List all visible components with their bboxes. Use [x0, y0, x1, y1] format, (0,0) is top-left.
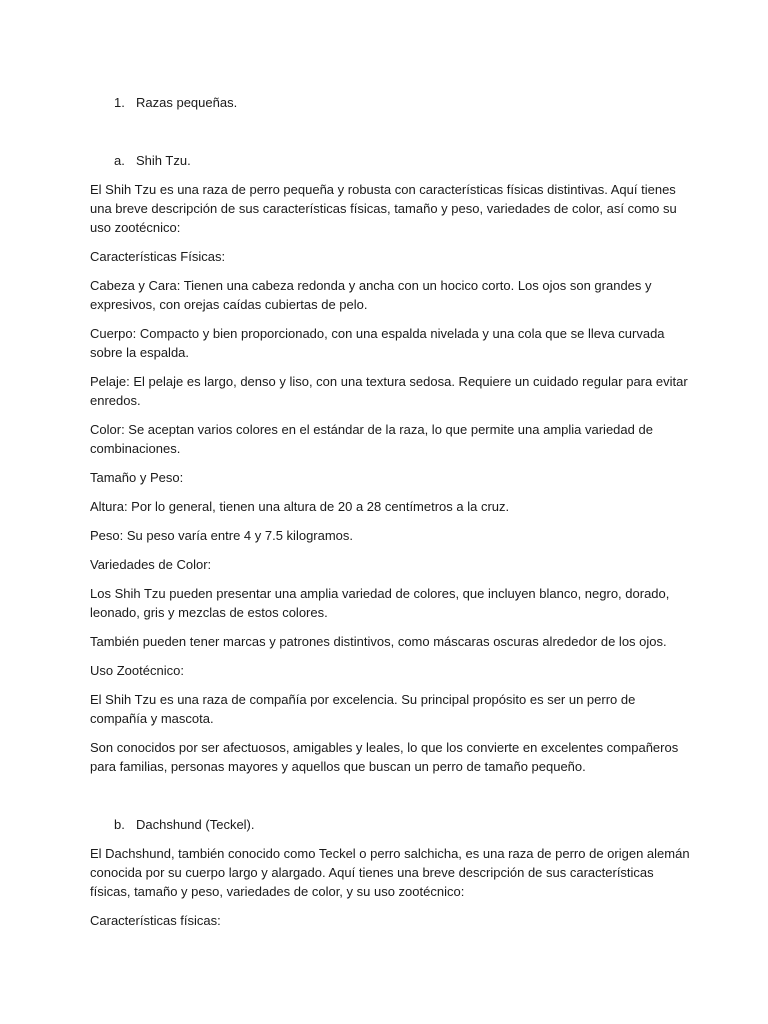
paragraph-cabeza-y-cara: Cabeza y Cara: Tienen una cabeza redonda y ancha con un hocico corto. Los ojos son grandes y expresivos, con orejas caídas cubiertas de pelo. [90, 278, 652, 312]
paragraph-shih-tzu-intro: El Shih Tzu es una raza de perro pequeña y robusta con características físicas distintivas. Aquí tienes una breve descripción de sus características físicas, tamaño y peso, variedades de color, así como su uso zootécnico: [90, 182, 677, 235]
heading-label: Shih Tzu. [136, 153, 191, 168]
paragraph-dachshund-intro: El Dachshund, también conocido como Teckel o perro salchicha, es una raza de perro de origen alemán conocida por su cuerpo largo y alargado. Aquí tienes una breve descripción de sus características físicas, tamaño y peso, variedades de color, y su uso zootécnico: [90, 846, 690, 899]
numbered-heading-razas-pequenas [114, 93, 238, 112]
subheading-uso-zootecnico: Uso Zootécnico: [90, 663, 184, 678]
list-number: 1. [114, 95, 125, 110]
subheading-tamano-y-peso: Tamaño y Peso: [90, 470, 184, 485]
subheading-caracteristicas-fisicas: Características Físicas: [90, 249, 226, 264]
heading-label: Razas pequeñas. [136, 95, 238, 110]
paragraph-cuerpo: Cuerpo: Compacto y bien proporcionado, con una espalda nivelada y una cola que se lleva curvada sobre la espalda. [90, 326, 665, 360]
heading-label: Dachshund (Teckel). [136, 817, 255, 832]
paragraph-colores: Los Shih Tzu pueden presentar una amplia variedad de colores, que incluyen blanco, negro, dorado, leonado, gris y mezclas de estos colores. [90, 586, 670, 620]
paragraph-peso: Peso: Su peso varía entre 4 y 7.5 kilogramos. [90, 528, 354, 543]
paragraph-uso-compania: El Shih Tzu es una raza de compañía por excelencia. Su principal propósito es ser un perro de compañía y mascota. [90, 692, 636, 726]
lettered-heading-dachshund [114, 815, 255, 834]
list-letter: b. [114, 817, 125, 832]
paragraph-pelaje: Pelaje: El pelaje es largo, denso y liso, con una textura sedosa. Requiere un cuidado regular para evitar enredos. [90, 374, 688, 408]
paragraph-uso-caracter: Son conocidos por ser afectuosos, amigables y leales, lo que los convierte en excelentes compañeros para familias, personas mayores y aquellos que buscan un perro de tamaño pequeño. [90, 740, 679, 774]
lettered-heading-shih-tzu [114, 151, 191, 170]
subheading-variedades-de-color: Variedades de Color: [90, 557, 212, 572]
paragraph-color: Color: Se aceptan varios colores en el estándar de la raza, lo que permite una amplia variedad de combinaciones. [90, 422, 653, 456]
list-letter: a. [114, 153, 125, 168]
subheading-caracteristicas-fisicas-dachshund: Características físicas: [90, 913, 221, 928]
paragraph-marcas: También pueden tener marcas y patrones distintivos, como máscaras oscuras alrededor de los ojos. [90, 634, 667, 649]
paragraph-altura: Altura: Por lo general, tienen una altura de 20 a 28 centímetros a la cruz. [90, 499, 510, 514]
